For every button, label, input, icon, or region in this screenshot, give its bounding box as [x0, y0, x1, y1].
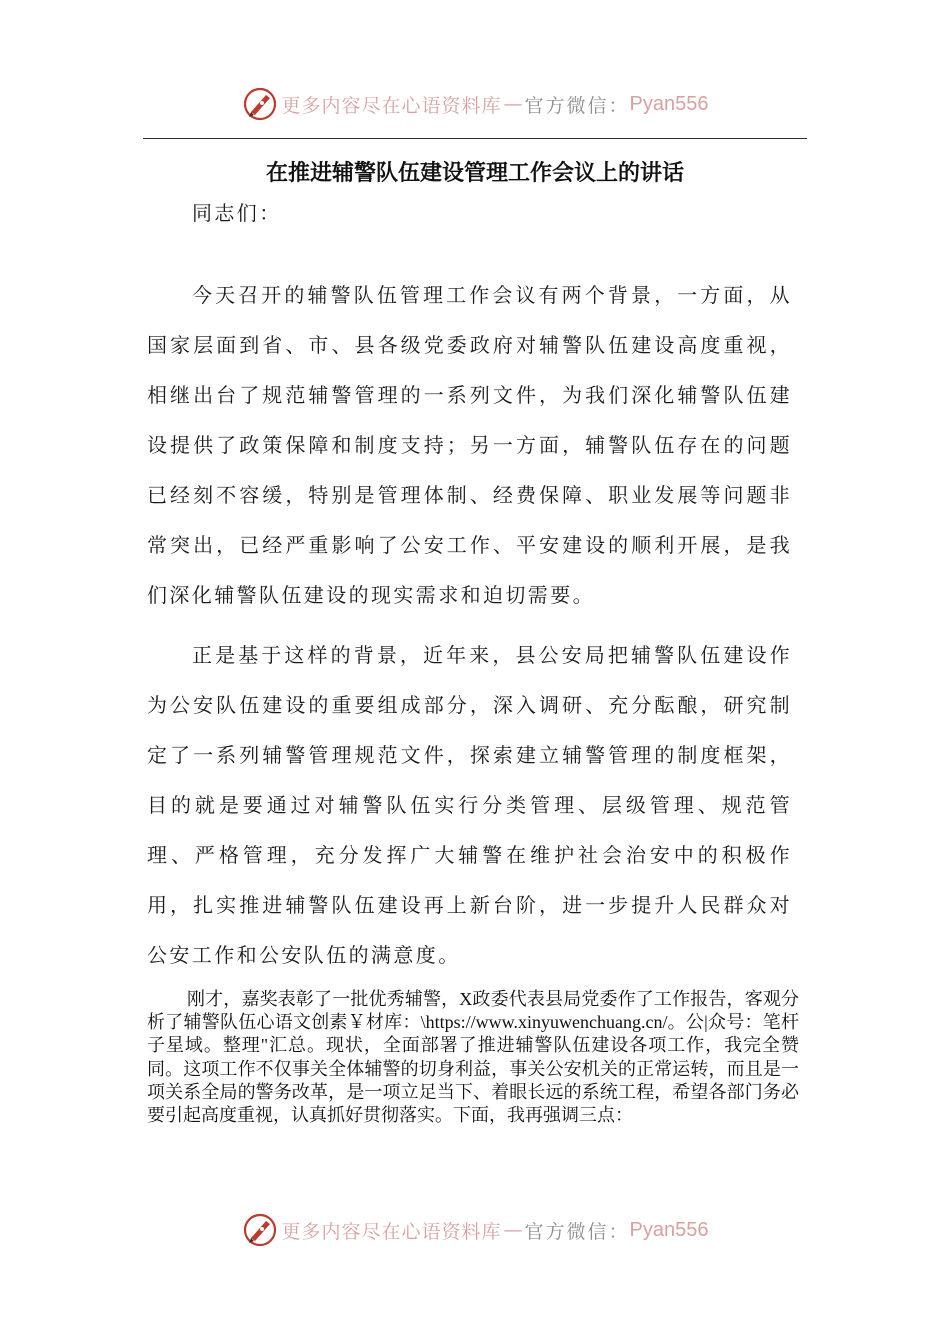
watermark-wechat-id: Pyan556: [629, 92, 709, 115]
header-watermark: [0, 84, 950, 124]
salutation: 同志们：: [192, 201, 282, 225]
footer-watermark: [0, 1210, 950, 1250]
header-rule: [143, 138, 807, 139]
watermark-official-label: 官方微信：: [524, 94, 630, 117]
paragraph-2: 正是基于这样的背景，近年来，县公安局把辅警队伍建设作为公安队伍建设的重要组成部分，深入调研、充分酝酿，研究制定了一系列辅警管理规范文件，探索建立辅警管理的制度框架，目的就是要通过对辅警队伍实行分类管理、层级管理、规范管理、严格管理，充分发挥广大辅警在维护社会治安中的积极作用，扎实推进辅警队伍建设再上新台阶，进一步提升人民群众对公安工作和公安队伍的满意度。: [147, 643, 792, 967]
watermark-brand: 更多内容尽在心语资料库: [281, 1220, 502, 1243]
paragraph-1: 今天召开的辅警队伍管理工作会议有两个背景，一方面，从国家层面到省、市、县各级党委政府对辅警队伍建设高度重视，相继出台了规范辅警管理的一系列文件，为我们深化辅警队伍建设提供了政策保障和制度支持；另一方面，辅警队伍存在的问题已经刻不容缓，特别是管理体制、经费保障、职业发展等问题非常突出，已经严重影响了公安工作、平安建设的顺利开展，是我们深化辅警队伍建设的现实需求和迫切需要。: [147, 283, 792, 607]
watermark-dash: —: [503, 93, 523, 115]
watermark-dash: —: [503, 1219, 523, 1241]
watermark-brand: 更多内容尽在心语资料库: [281, 94, 502, 117]
document-title: 在推进辅警队伍建设管理工作会议上的讲话: [265, 161, 684, 186]
paragraph-3: 刚才，嘉奖表彰了一批优秀辅警，X政委代表县局党委作了工作报告，客观分析了辅警队伍心语文创素￥材库：\https://www.xinyuwenchuang.cn/。公|众号：笔杆子星域。整理"汇总。现状，全面部署了推进辅警队伍建设各项工作，我完全赞同。这项工作不仅事关全体辅警的切身利益，事关公安机关的正常运转，而且是一项关系全局的警务改革，是一项立足当下、着眼长远的系统工程，希望各部门务必要引起高度重视，认真抓好贯彻落实。下面，我再强调三点：: [147, 989, 799, 1126]
pen-logo-icon: [242, 1212, 278, 1248]
pen-logo-icon: [242, 86, 278, 122]
watermark-official-label: 官方微信：: [524, 1220, 630, 1243]
watermark-wechat-id: Pyan556: [629, 1218, 709, 1241]
